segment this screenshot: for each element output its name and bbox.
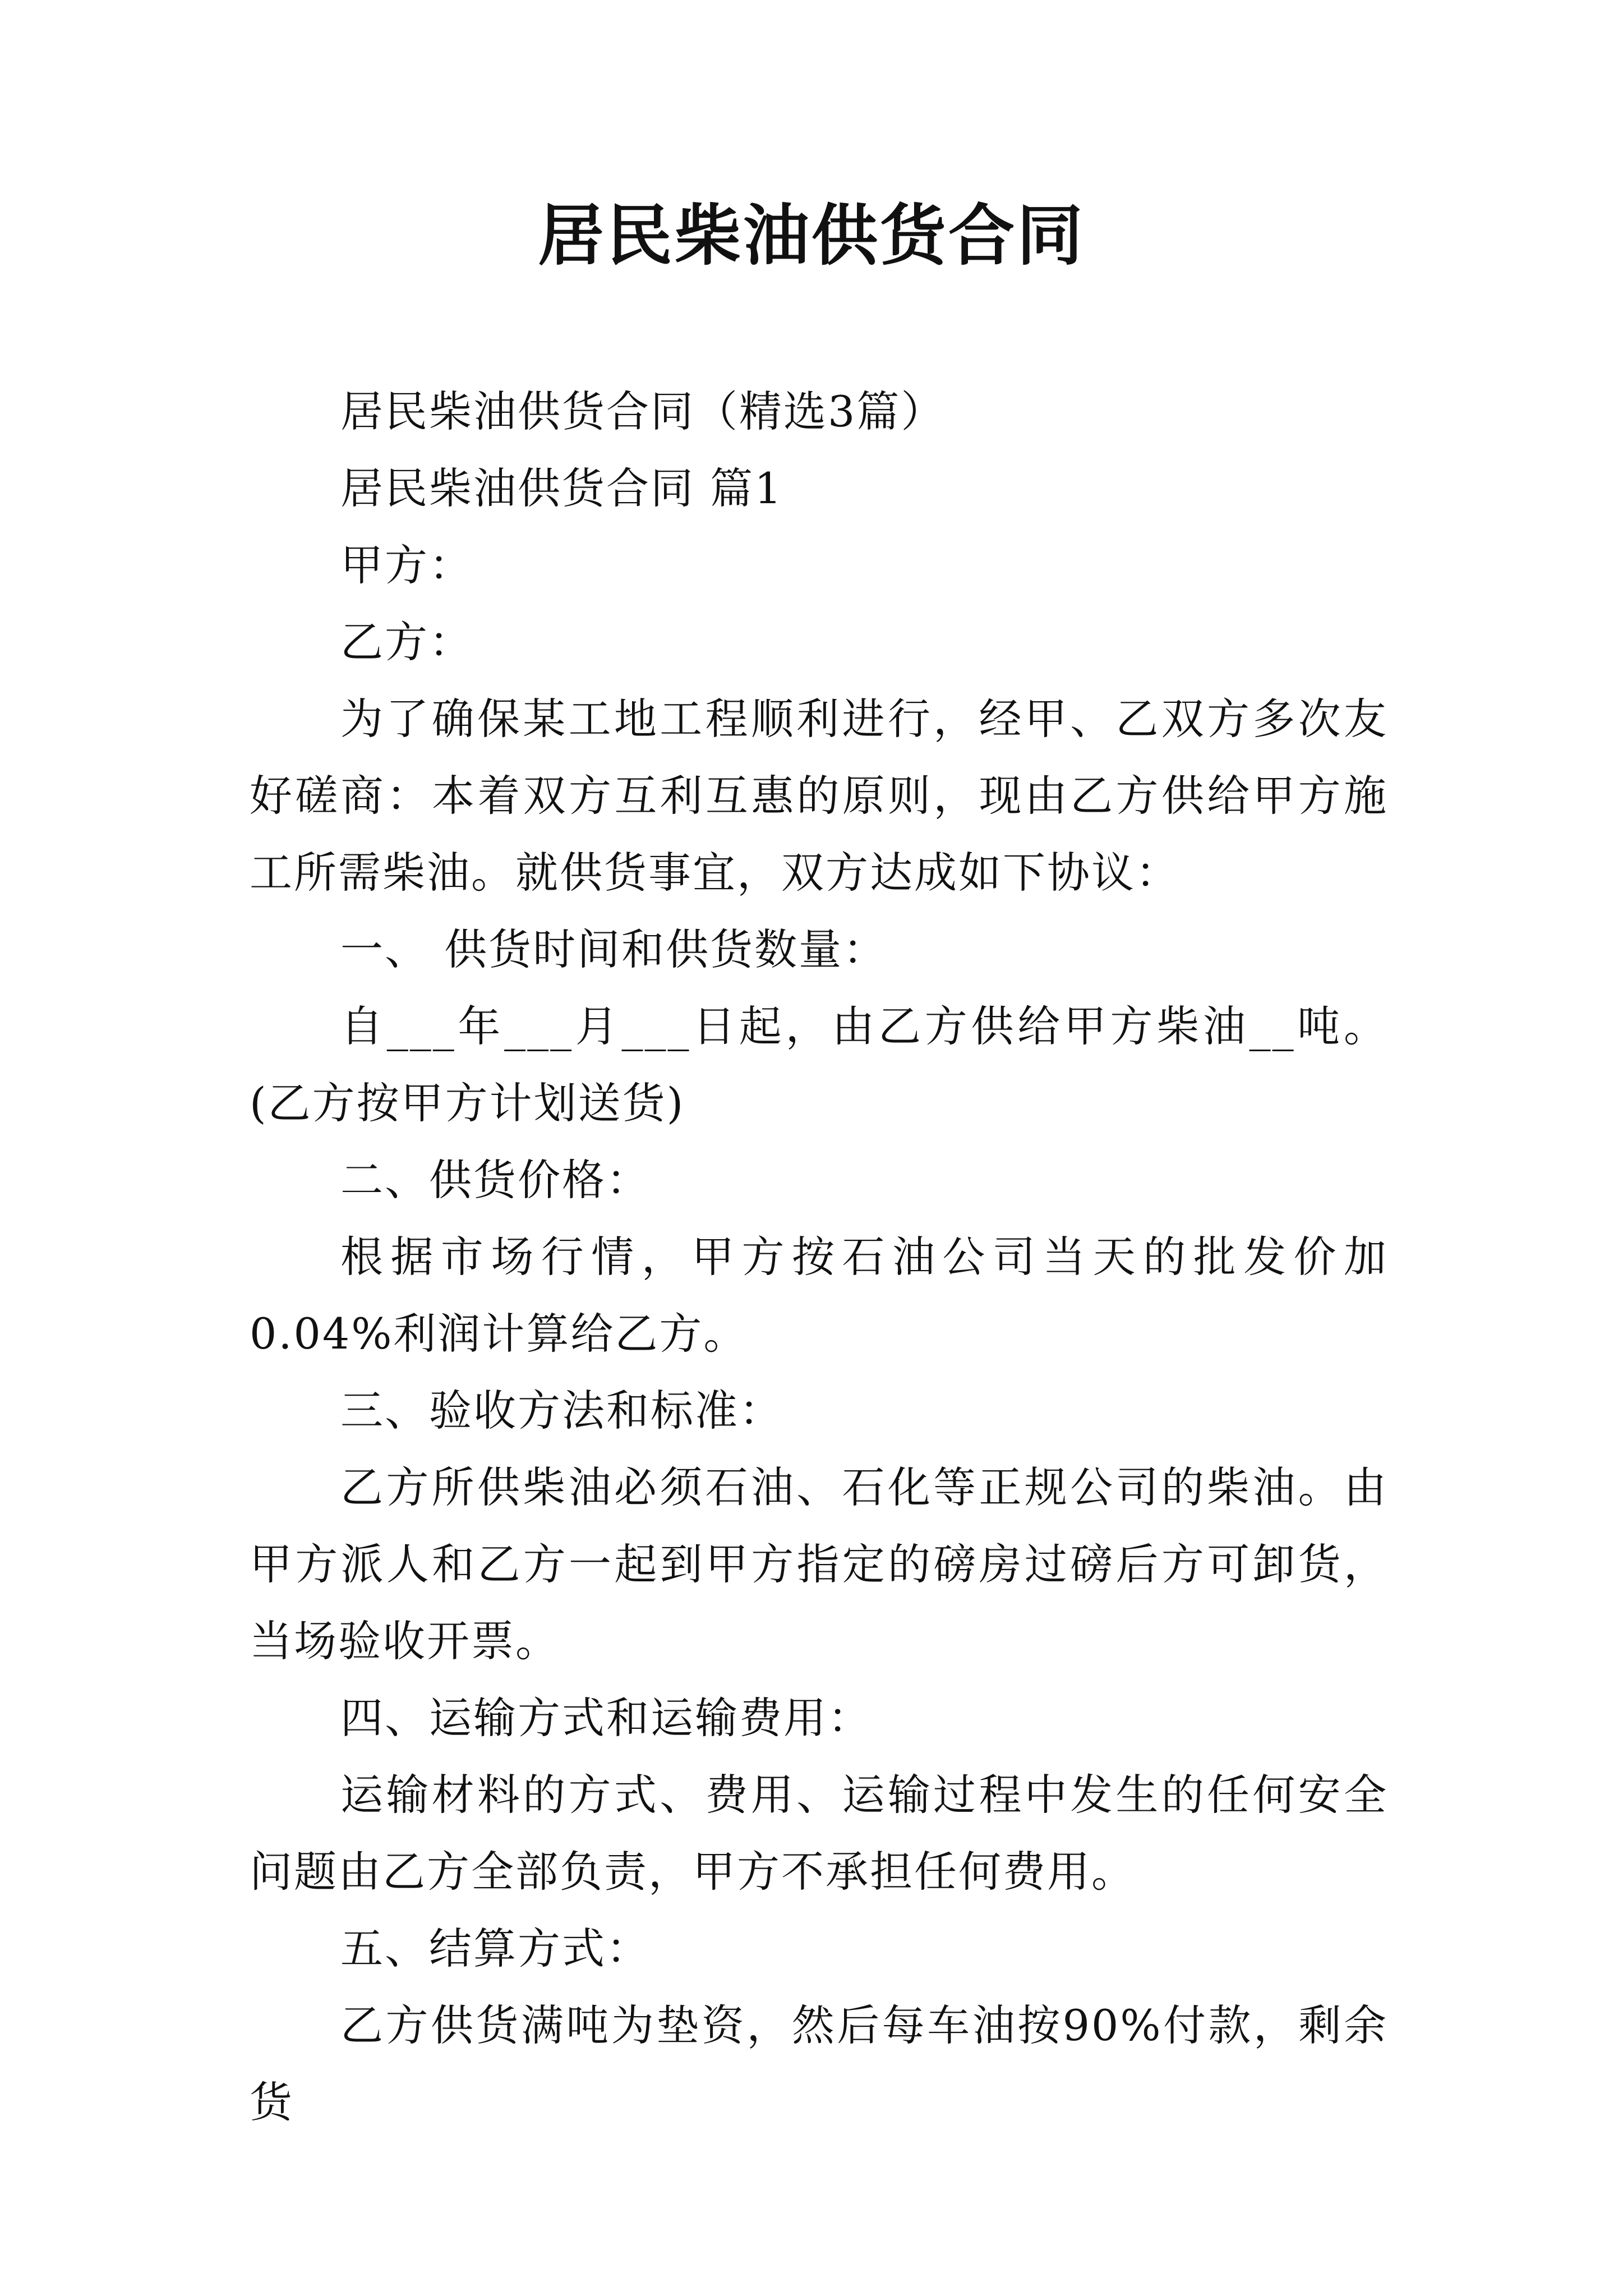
clause-heading: 二、供货价格： — [340, 1155, 651, 1205]
preamble-paragraph: 为了确保某工地工程顺利进行，经甲、乙双方多次友好磋商：本着双方互利互惠的原则，现由乙方供给甲方施工所需柴油。就供货事宜，双方达成如下协议： — [250, 694, 1388, 898]
party-a-line: 甲方： — [340, 540, 473, 590]
document-body — [250, 373, 1388, 2141]
clause-text: 自___年___月___日起，由乙方供给甲方柴油__吨。(乙方按甲方计划送货) — [250, 1001, 1388, 1128]
clause-heading: 五、结算方式： — [340, 1924, 651, 1973]
clause-heading: 四、运输方式和运输费用： — [340, 1693, 872, 1743]
clause-text: 运输材料的方式、费用、运输过程中发生的任何安全问题由乙方全部负责，甲方不承担任何费用。 — [250, 1770, 1388, 1897]
party-b-line: 乙方： — [340, 617, 473, 667]
clause-heading: 三、验收方法和标准： — [340, 1386, 783, 1435]
clause-text: 根据市场行情，甲方按石油公司当天的批发价加0.04%利润计算给乙方。 — [250, 1232, 1388, 1359]
section-heading: 居民柴油供货合同 篇1 — [340, 463, 783, 513]
clause-text: 乙方所供柴油必须石油、石化等正规公司的柴油。由甲方派人和乙方一起到甲方指定的磅房过磅后方可卸货，当场验收开票。 — [250, 1462, 1388, 1666]
subtitle-paragraph: 居民柴油供货合同（精选3篇） — [340, 386, 946, 436]
clause-text: 乙方供货满吨为垫资，然后每车油按90%付款，剩余货 — [250, 2000, 1388, 2127]
document-title: 居民柴油供货合同 — [537, 197, 1085, 274]
clause-heading: 一、 供货时间和供货数量： — [340, 924, 888, 974]
